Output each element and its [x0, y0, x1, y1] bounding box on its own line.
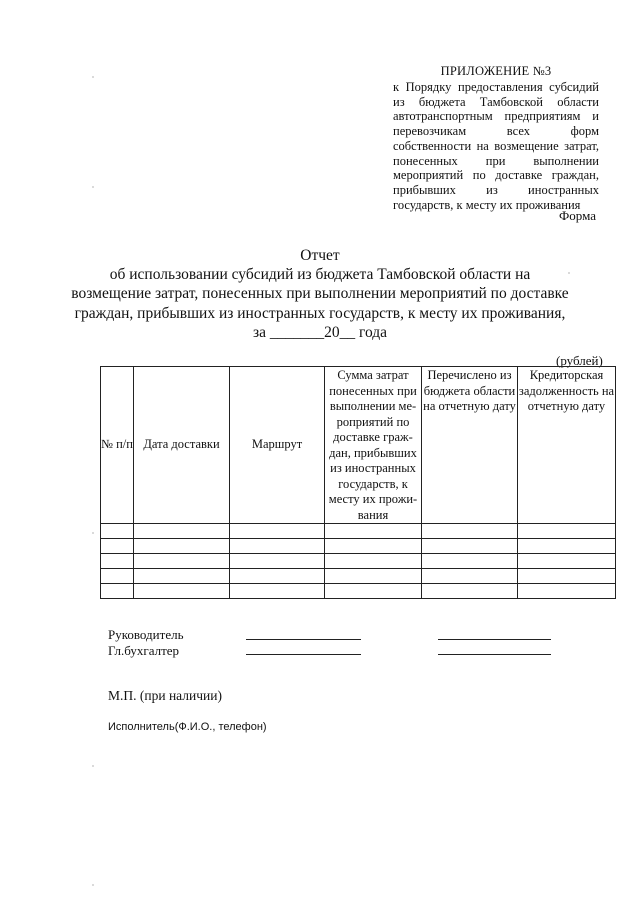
header-cost-sum: Сумма затрат понесенных при выполнении ме- роприятий по доставке граж- дан, прибывших из иностранных государств, к месту их прожи- вания	[325, 367, 422, 524]
table-cell	[422, 524, 518, 539]
header-payables: Кредиторская задолженность на отчетную дату	[518, 367, 616, 524]
accountant-name-line	[438, 654, 551, 655]
report-line-4: за _______20__ года	[252, 323, 388, 341]
table-row	[101, 584, 616, 599]
table-cell	[230, 524, 325, 539]
report-title: Отчет	[300, 247, 340, 264]
director-signature-line	[246, 639, 361, 640]
report-table	[100, 366, 616, 599]
table-cell	[422, 569, 518, 584]
stamp-note: М.П. (при наличии)	[108, 688, 222, 703]
form-label: Форма	[559, 208, 596, 223]
appendix-text: к Порядку предоставления субсидий из бюджета Тамбовской области автотранспортным предприятиям и перевозчикам всех форм собственности на возмещение затрат, понесенных при выполнении мероприятий по доставке граждан, прибывших из иностранных государств, к месту их проживания	[393, 79, 599, 212]
table-cell	[422, 554, 518, 569]
table-cell	[422, 539, 518, 554]
scan-speck	[92, 765, 94, 767]
table-cell	[325, 554, 422, 569]
header-number: № п/п	[101, 367, 134, 524]
table-cell	[134, 539, 230, 554]
table-cell	[518, 539, 616, 554]
report-line-1: об использовании субсидий из бюджета Тамбовской области на	[109, 266, 531, 284]
table-cell	[325, 569, 422, 584]
table-cell	[101, 569, 134, 584]
scan-speck	[92, 76, 94, 78]
director-name-line	[438, 639, 551, 640]
table-cell	[518, 584, 616, 599]
table-cell	[230, 554, 325, 569]
header-transferred: Перечислено из бюджета области на отчетную дату	[422, 367, 518, 524]
scan-speck	[92, 532, 94, 534]
accountant-label: Гл.бухгалтер	[108, 643, 180, 658]
table-cell	[134, 524, 230, 539]
table-cell	[325, 584, 422, 599]
header-route: Маршрут	[230, 367, 325, 524]
table-cell	[101, 554, 134, 569]
table-cell	[134, 554, 230, 569]
director-label: Руководитель	[108, 627, 184, 642]
executor-note: Исполнитель(Ф.И.О., телефон)	[108, 721, 267, 733]
table-cell	[325, 539, 422, 554]
table-cell	[230, 584, 325, 599]
scan-speck	[92, 884, 94, 886]
table-cell	[101, 584, 134, 599]
table-cell	[518, 569, 616, 584]
table-cell	[134, 584, 230, 599]
appendix-block	[393, 64, 599, 213]
appendix-title: ПРИЛОЖЕНИЕ №3	[440, 64, 552, 78]
scan-speck	[92, 186, 94, 188]
report-heading	[60, 246, 580, 342]
table-cell	[325, 524, 422, 539]
accountant-signature-line	[246, 654, 361, 655]
header-delivery-date: Дата доставки	[134, 367, 230, 524]
table-cell	[518, 524, 616, 539]
table-cell	[101, 539, 134, 554]
units-label: (рублей)	[556, 353, 603, 368]
table-header-row	[101, 367, 616, 524]
table-row	[101, 554, 616, 569]
table-row	[101, 539, 616, 554]
table-cell	[422, 584, 518, 599]
table-cell	[134, 569, 230, 584]
table-row	[101, 524, 616, 539]
report-line-3: граждан, прибывших из иностранных государств, к месту их проживания,	[74, 304, 566, 322]
table-cell	[230, 539, 325, 554]
table-cell	[101, 524, 134, 539]
report-line-2: возмещение затрат, понесенных при выполнении мероприятий по доставке	[71, 285, 569, 303]
table-row	[101, 569, 616, 584]
table-cell	[518, 554, 616, 569]
table-cell	[230, 569, 325, 584]
scan-speck	[568, 272, 570, 274]
